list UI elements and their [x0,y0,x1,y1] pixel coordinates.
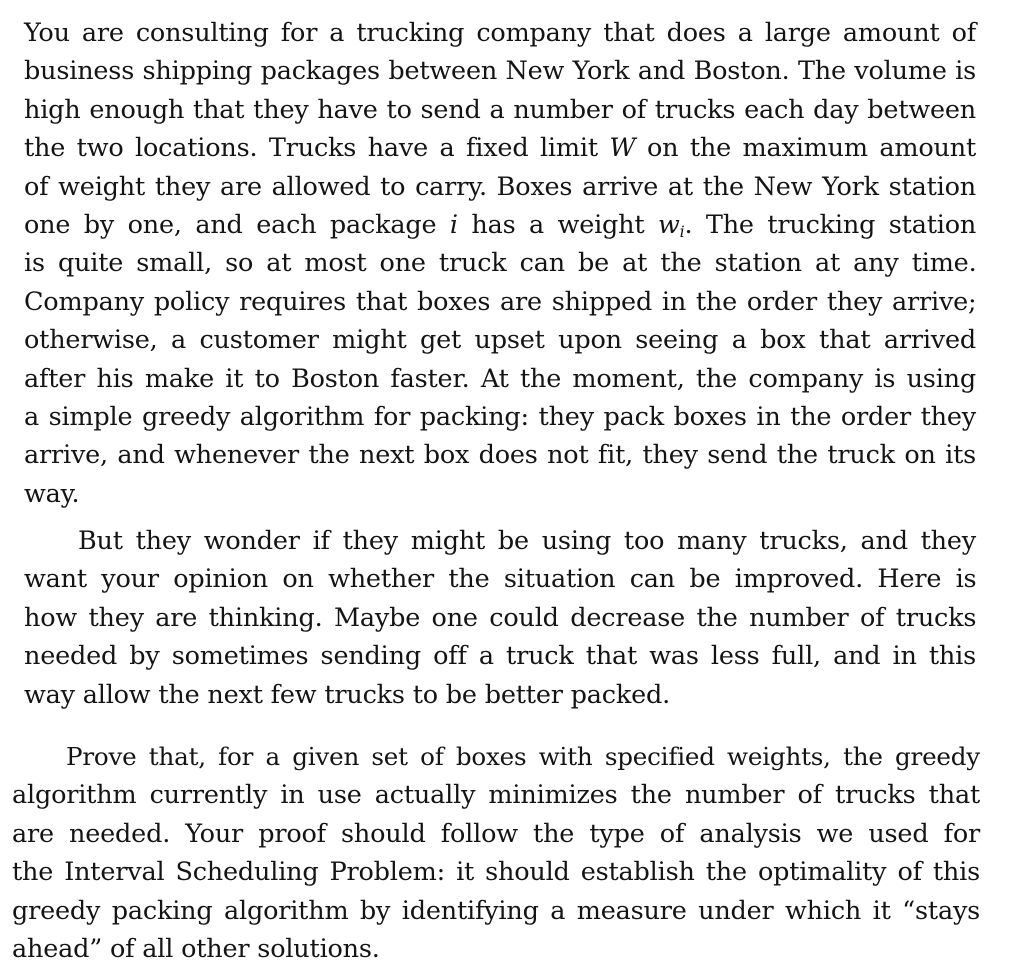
text-line: the Interval Scheduling Problem: it should establish the optimality of this [12,857,980,888]
text-line: algorithm currently in use actually minimizes the number of trucks that [12,780,980,811]
paragraph-problem-setup [24,14,976,513]
text-line: how they are thinking. Maybe one could decrease the number of trucks [24,602,977,633]
text-line: business shipping packages between New York and Boston. The volume is [24,56,976,87]
text-line: arrive, and whenever the next box does not fit, they send the truck on its [24,440,977,471]
text-line: Prove that, for a given set of boxes with specified weights, the greedy [66,742,980,771]
text-line: a simple greedy algorithm for packing: they pack boxes in the order they [24,402,976,433]
text-line: ahead” of all other solutions. [12,934,380,965]
text-line: Company policy requires that boxes are shipped in the order they arrive; [24,286,977,317]
text-line: But they wonder if they might be using too many trucks, and they [78,526,976,556]
text-line: otherwise, a customer might get upset upon seeing a box that arrived [24,325,976,356]
math-variable: $w_i$ [657,210,685,241]
text-line: want your opinion on whether the situation can be improved. Here is [24,564,977,595]
math-variable: i [449,210,458,241]
text-line: greedy packing algorithm by identifying a measure under which it “stays [12,895,981,926]
text-line: way. [24,478,80,509]
text-line: high enough that they have to send a number of trucks each day between [24,94,976,125]
text-line: one by one, and each package i has a weight $w_i$. The trucking station [24,210,977,241]
text-line: the two locations. Trucks have a fixed limit W on the maximum amount [24,133,976,164]
text-line: needed by sometimes sending off a truck that was less full, and in this [24,641,976,672]
paragraph-company-concern [24,522,976,714]
math-variable: W [609,133,636,164]
text-line: You are consulting for a trucking company that does a large amount of [24,18,976,48]
text-line: is quite small, so at most one truck can be at the station at any time. [24,248,977,279]
text-line: after his make it to Boston faster. At the moment, the company is using [24,363,976,394]
text-line: of weight they are allowed to carry. Boxes arrive at the New York station [24,171,976,202]
text-line: are needed. Your proof should follow the type of analysis we used for [12,818,980,849]
text-line: way allow the next few trucks to be better packed. [24,679,671,710]
paragraph-proof-task [12,738,980,968]
